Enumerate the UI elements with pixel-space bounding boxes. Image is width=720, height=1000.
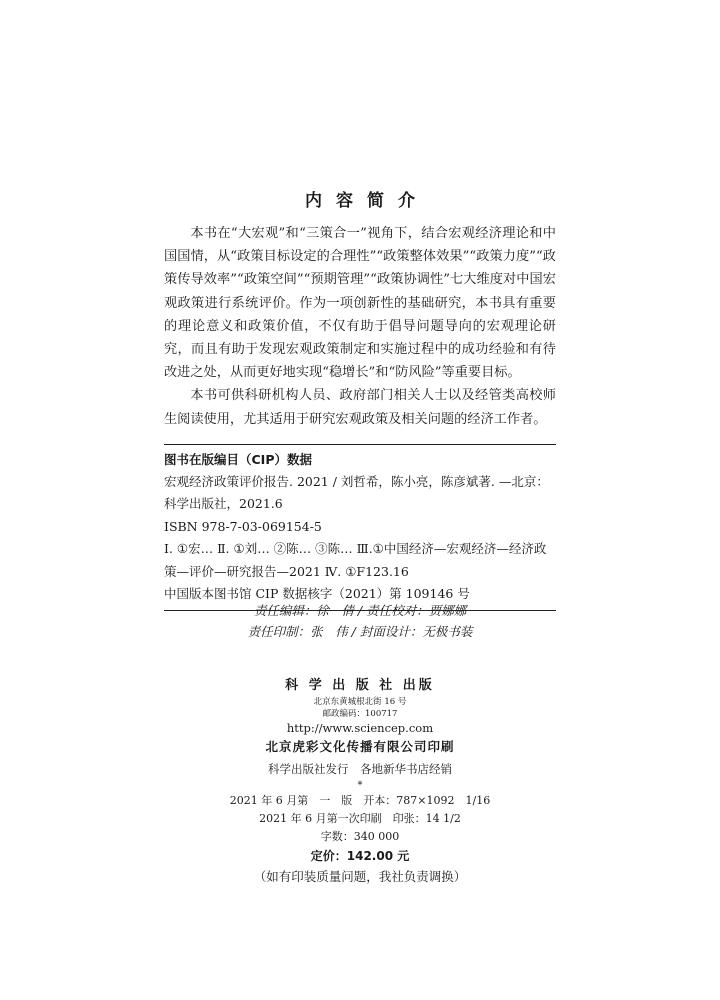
editors-line: 责任印制：张 伟 / 封面设计：无极书装 (247, 624, 473, 639)
cip-bibliographic-line: 宏观经济政策评价报告. 2021 / 刘哲希，陈小亮，陈彦斌著. —北京：科学出版社，2021.6 (164, 474, 549, 512)
publisher-postcode: 邮政编码：100717 (322, 709, 398, 719)
cip-approval-number: 中国版本图书馆 CIP 数据核字（2021）第 109146 号 (164, 586, 470, 602)
separator-star: * (357, 780, 363, 791)
cip-text (164, 471, 556, 605)
distribution-info: 科学出版社发行 各地新华书店经销 (268, 762, 452, 776)
cip-data-block (164, 444, 556, 611)
cip-isbn: ISBN 978-7-03-069154-5 (164, 518, 322, 534)
edition-info: 2021 年 6 月第 一 版 开本：787×1092 1/16 (229, 794, 491, 807)
intro-paragraph: 本书可供科研机构人员、政府部门相关人士以及经管类高校师生阅读使用，尤其适用于研究宏观政策及相关问题的经济工作者。 (164, 388, 556, 427)
publisher-address: 北京东黄城根北街 16 号 (313, 697, 407, 707)
cip-classification: Ⅰ. ①宏… Ⅱ. ①刘… ②陈… ③陈… Ⅲ.①中国经济—宏观经济—经济政策—评价—研究报告—2021 Ⅳ. ①F123.16 (164, 541, 547, 579)
editors-line: 责任编辑：徐 倩 / 责任校对：贾娜娜 (253, 603, 467, 618)
printer-name: 北京虎彩文化传播有限公司印刷 (265, 739, 455, 754)
page-title: 内容简介 (305, 191, 429, 211)
printing-info: 2021 年 6 月第一次印刷 印张：14 1/2 (259, 812, 461, 825)
quality-notice: （如有印装质量问题，我社负责调换） (253, 869, 467, 884)
publication-info (0, 676, 720, 888)
publisher-name: 科 学 出 版 社 出版 (285, 678, 435, 693)
book-introduction (164, 222, 556, 431)
intro-paragraph: 本书在“大宏观”和“三策合一”视角下，结合宏观经济理论和中国国情，从“政策目标设定的合理性”“政策整体效果”“政策力度”“政策传导效率”“政策空间”“预期管理”“政策协调性”七大维度对中国宏观政策进行系统评价。作为一项创新性的基础研究，本书具有重要的理论意义和政策价值，不仅有助于倡导问题导向的宏观理论研究，而且有助于发现宏观政策制定和实施过程中的成功经验和有待改进之处，从而更好地实现“稳增长”和“防风险”等重要目标。 (164, 226, 556, 381)
editors-credits (0, 600, 720, 642)
word-count: 字数：340 000 (320, 830, 400, 843)
publisher-url: http://www.sciencep.com (286, 721, 434, 735)
cip-heading: 图书在版编目（CIP）数据 (164, 452, 312, 467)
price: 定价：142.00 元 (310, 849, 410, 863)
